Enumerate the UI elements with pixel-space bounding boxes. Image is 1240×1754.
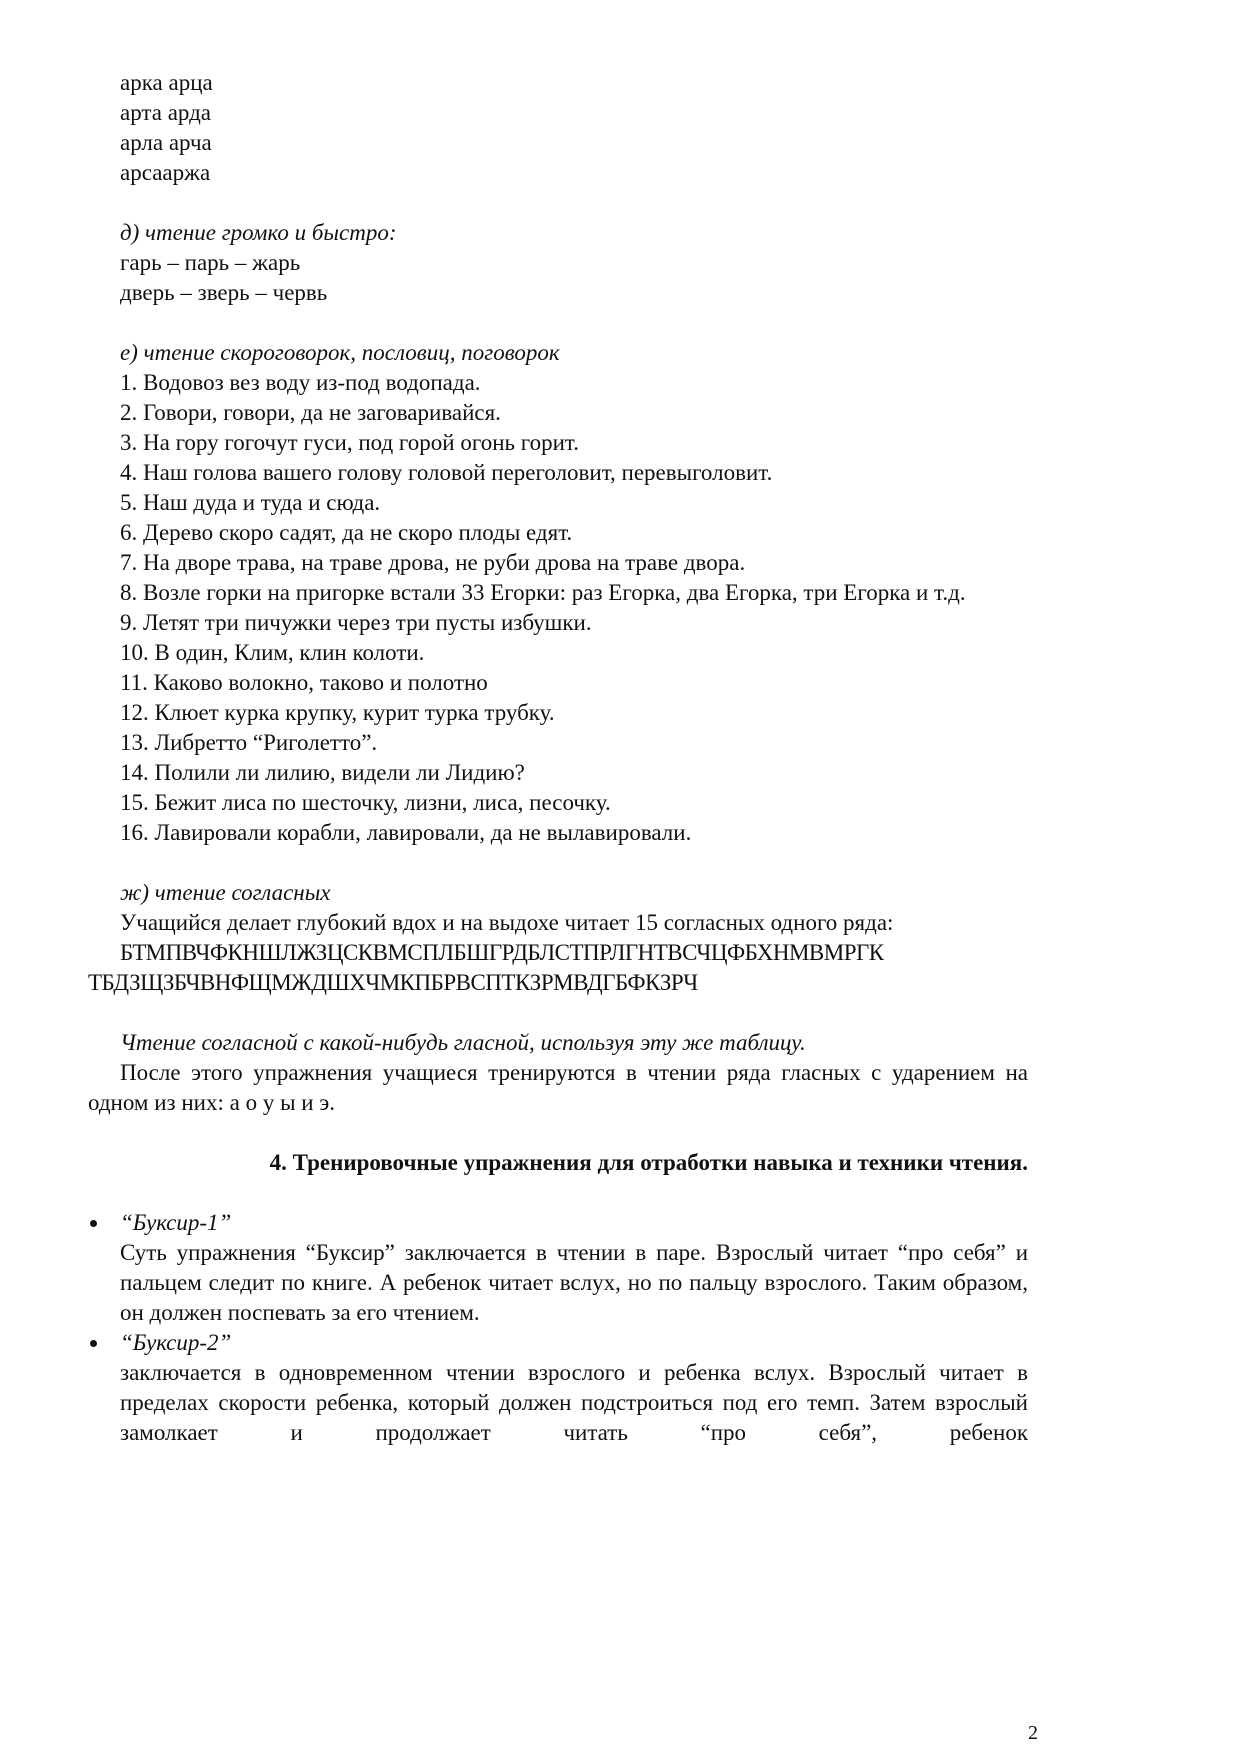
syllable-line: арка арца (120, 70, 213, 95)
section-zh-title: ж) чтение согласных (120, 880, 331, 905)
consonant-row: БТМПВЧФКНШЛЖЗЦСКВМСПЛБШГРДБЛСТПРЛГНТВСЧЦФБХНМВМРГК (120, 940, 884, 965)
syllable-line: арла арча (120, 130, 212, 155)
page-number: 2 (1028, 1722, 1038, 1744)
list-item: 4. Наш голова вашего голову головой переголовит, перевыголовит. (120, 460, 773, 485)
italic-note: Чтение согласной с какой-нибудь гласной, используя эту же таблицу. (120, 1030, 806, 1055)
list-item: 16. Лавировали корабли, лавировали, да не вылавировали. (120, 820, 692, 845)
list-item: 15. Бежит лиса по шесточку, лизни, лиса, песочку. (120, 790, 611, 815)
syllable-line: арта арда (120, 100, 212, 125)
vowel-paragraph: После этого упражнения учащиеся тренируются в чтении ряда гласных с ударением на одном из них: а о у ы и э. (88, 1060, 1028, 1115)
list-item: 14. Полили ли лилию, видели ли Лидию? (120, 760, 525, 785)
section-zh-intro: Учащийся делает глубокий вдох и на выдохе читает 15 согласных одного ряда: (120, 910, 894, 935)
list-item: 12. Клюет курка крупку, курит турка трубку. (120, 700, 555, 725)
bullet-title: “Буксир-2” (120, 1330, 232, 1355)
list-item: 3. На гору гогочут гуси, под горой огонь горит. (120, 430, 579, 455)
list-item: 13. Либретто “Риголетто”. (120, 730, 378, 755)
list-item: 7. На дворе трава, на траве дрова, не руби дрова на траве двора. (120, 550, 746, 575)
syllable-line: арсааржа (120, 160, 211, 185)
consonant-row: ТБДЗЩЗБЧВНФЩМЖДШХЧМКПБРВСПТКЗРМВДГБФКЗРЧ (88, 970, 698, 995)
list-item: 2. Говори, говори, да не заговаривайся. (120, 400, 501, 425)
section-e-title: е) чтение скороговорок, пословиц, поговорок (120, 340, 560, 365)
section-d-title: д) чтение громко и быстро: (120, 220, 397, 245)
list-item: 6. Дерево скоро садят, да не скоро плоды едят. (120, 520, 573, 545)
word-line: дверь – зверь – червь (120, 280, 328, 305)
document-page (88, 68, 1028, 1448)
section-4-heading: 4. Тренировочные упражнения для отработки навыка и техники чтения. (269, 1150, 1028, 1175)
list-item: 9. Летят три пичужки через три пусты избушки. (120, 610, 592, 635)
list-item: 10. В один, Клим, клин колоти. (120, 640, 425, 665)
list-item: 5. Наш дуда и туда и сюда. (120, 490, 381, 515)
bullet-item (88, 1208, 1028, 1328)
bullet-item (88, 1328, 1028, 1448)
bullet-text: заключается в одновременном чтении взрослого и ребенка вслух. Взрослый читает в пределах скорости ребенка, который должен подстроиться под его темп. Затем взрослый замолкает и продолжает читать “про себя”, ребенок (120, 1360, 1028, 1445)
bullet-text: Суть упражнения “Буксир” заключается в чтении в паре. Взрослый читает “про себя” и пальцем следит по книге. А ребенок читает вслух, но по пальцу взрослого. Таким образом, он должен поспевать за его чтением. (120, 1240, 1028, 1325)
list-item: 1. Водовоз вез воду из-под водопада. (120, 370, 481, 395)
list-item: 11. Каково волокно, таково и полотно (120, 670, 488, 695)
word-line: гарь – парь – жарь (120, 250, 301, 275)
bullet-title: “Буксир-1” (120, 1210, 232, 1235)
list-item: 8. Возле горки на пригорке встали 33 Егорки: раз Егорка, два Егорка, три Егорка и т.д. (120, 580, 966, 605)
